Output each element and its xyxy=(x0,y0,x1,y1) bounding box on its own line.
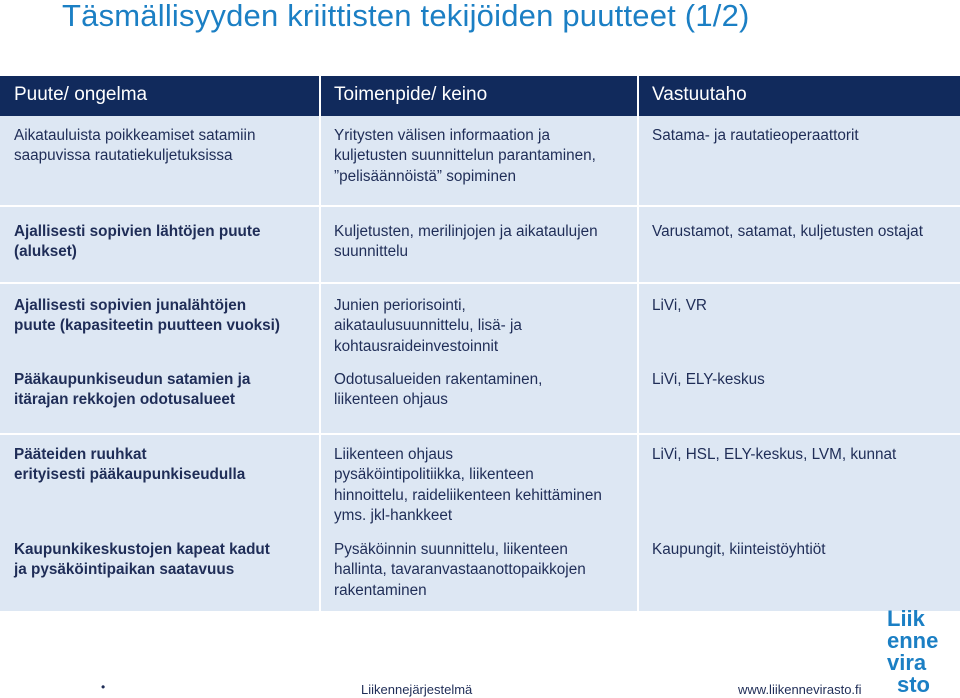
table-row-3-problem: Ajallisesti sopivien junalähtöjen puute (kapasiteetin puutteen vuoksi) xyxy=(14,297,281,335)
footer-section-label: Liikennejärjestelmä xyxy=(361,682,473,697)
table-row-5-responsible: LiVi, HSL, ELY-keskus, LVM, kunnat xyxy=(652,446,897,463)
table-header-row xyxy=(0,76,960,116)
measures-table xyxy=(0,76,960,611)
row-divider xyxy=(0,433,960,435)
table-row-1-responsible: Satama- ja rautatieoperaattorit xyxy=(652,127,859,144)
table-row-1-action: Yritysten välisen informaation ja kuljetusten suunnittelun parantaminen, ”pelisäännöistä” sopiminen xyxy=(334,127,596,185)
logo-line-2: enne xyxy=(887,628,939,653)
table-row-6-responsible: Kaupungit, kiinteistöyhtiöt xyxy=(652,541,826,558)
table-row-3-action: Junien periorisointi, aikataulusuunnittelu, lisä- ja kohtausraideinvestoinnit xyxy=(334,297,522,355)
logo-line-3: vira xyxy=(887,650,927,675)
table-row-1-problem: Aikatauluista poikkeamiset satamiin saapuvissa rautatiekuljetuksissa xyxy=(14,127,256,165)
logo-line-1: Liik xyxy=(887,606,925,631)
table-row-4-responsible: LiVi, ELY-keskus xyxy=(652,371,765,388)
page-title: Täsmällisyyden kriittisten tekijöiden puutteet (1/2) xyxy=(62,0,750,33)
table-row-4-problem: Pääkaupunkiseudun satamien ja itärajan rekkojen odotusalueet xyxy=(14,371,251,409)
table-row-2-responsible: Varustamot, satamat, kuljetusten ostajat xyxy=(652,223,923,240)
table-row-3-responsible: LiVi, VR xyxy=(652,297,707,314)
header-responsible: Vastuutaho xyxy=(652,84,747,105)
table-row-5-action: Liikenteen ohjaus pysäköintipolitiikka, liikenteen hinnoittelu, raideliikenteen kehittäminen yms. jkl-hankkeet xyxy=(334,446,602,524)
table-row-5-problem: Pääteiden ruuhkat erityisesti pääkaupunkiseudulla xyxy=(14,446,246,484)
row-divider xyxy=(0,205,960,207)
row-divider xyxy=(0,282,960,284)
liikennevirasto-logo xyxy=(885,606,960,698)
header-action: Toimenpide/ keino xyxy=(334,84,488,105)
logo-line-4: sto xyxy=(897,672,930,697)
table-row-6-problem: Kaupunkikeskustojen kapeat kadut ja pysäköintipaikan saatavuus xyxy=(14,541,270,579)
table-row-6-action: Pysäköinnin suunnittelu, liikenteen hallinta, tavaranvastaanottopaikkojen rakentaminen xyxy=(334,541,586,599)
table-row-2-problem: Ajallisesti sopivien lähtöjen puute (alukset) xyxy=(14,223,261,261)
table-row-4-action: Odotusalueiden rakentaminen, liikenteen ohjaus xyxy=(334,371,543,409)
footer-website-link[interactable]: www.liikennevirasto.fi xyxy=(738,682,862,697)
header-problem: Puute/ ongelma xyxy=(14,84,148,105)
table-row-2-action: Kuljetusten, merilinjojen ja aikataulujen suunnittelu xyxy=(334,223,598,261)
footer-bullet: • xyxy=(101,680,106,694)
column-divider xyxy=(319,76,321,611)
column-divider xyxy=(637,76,639,611)
